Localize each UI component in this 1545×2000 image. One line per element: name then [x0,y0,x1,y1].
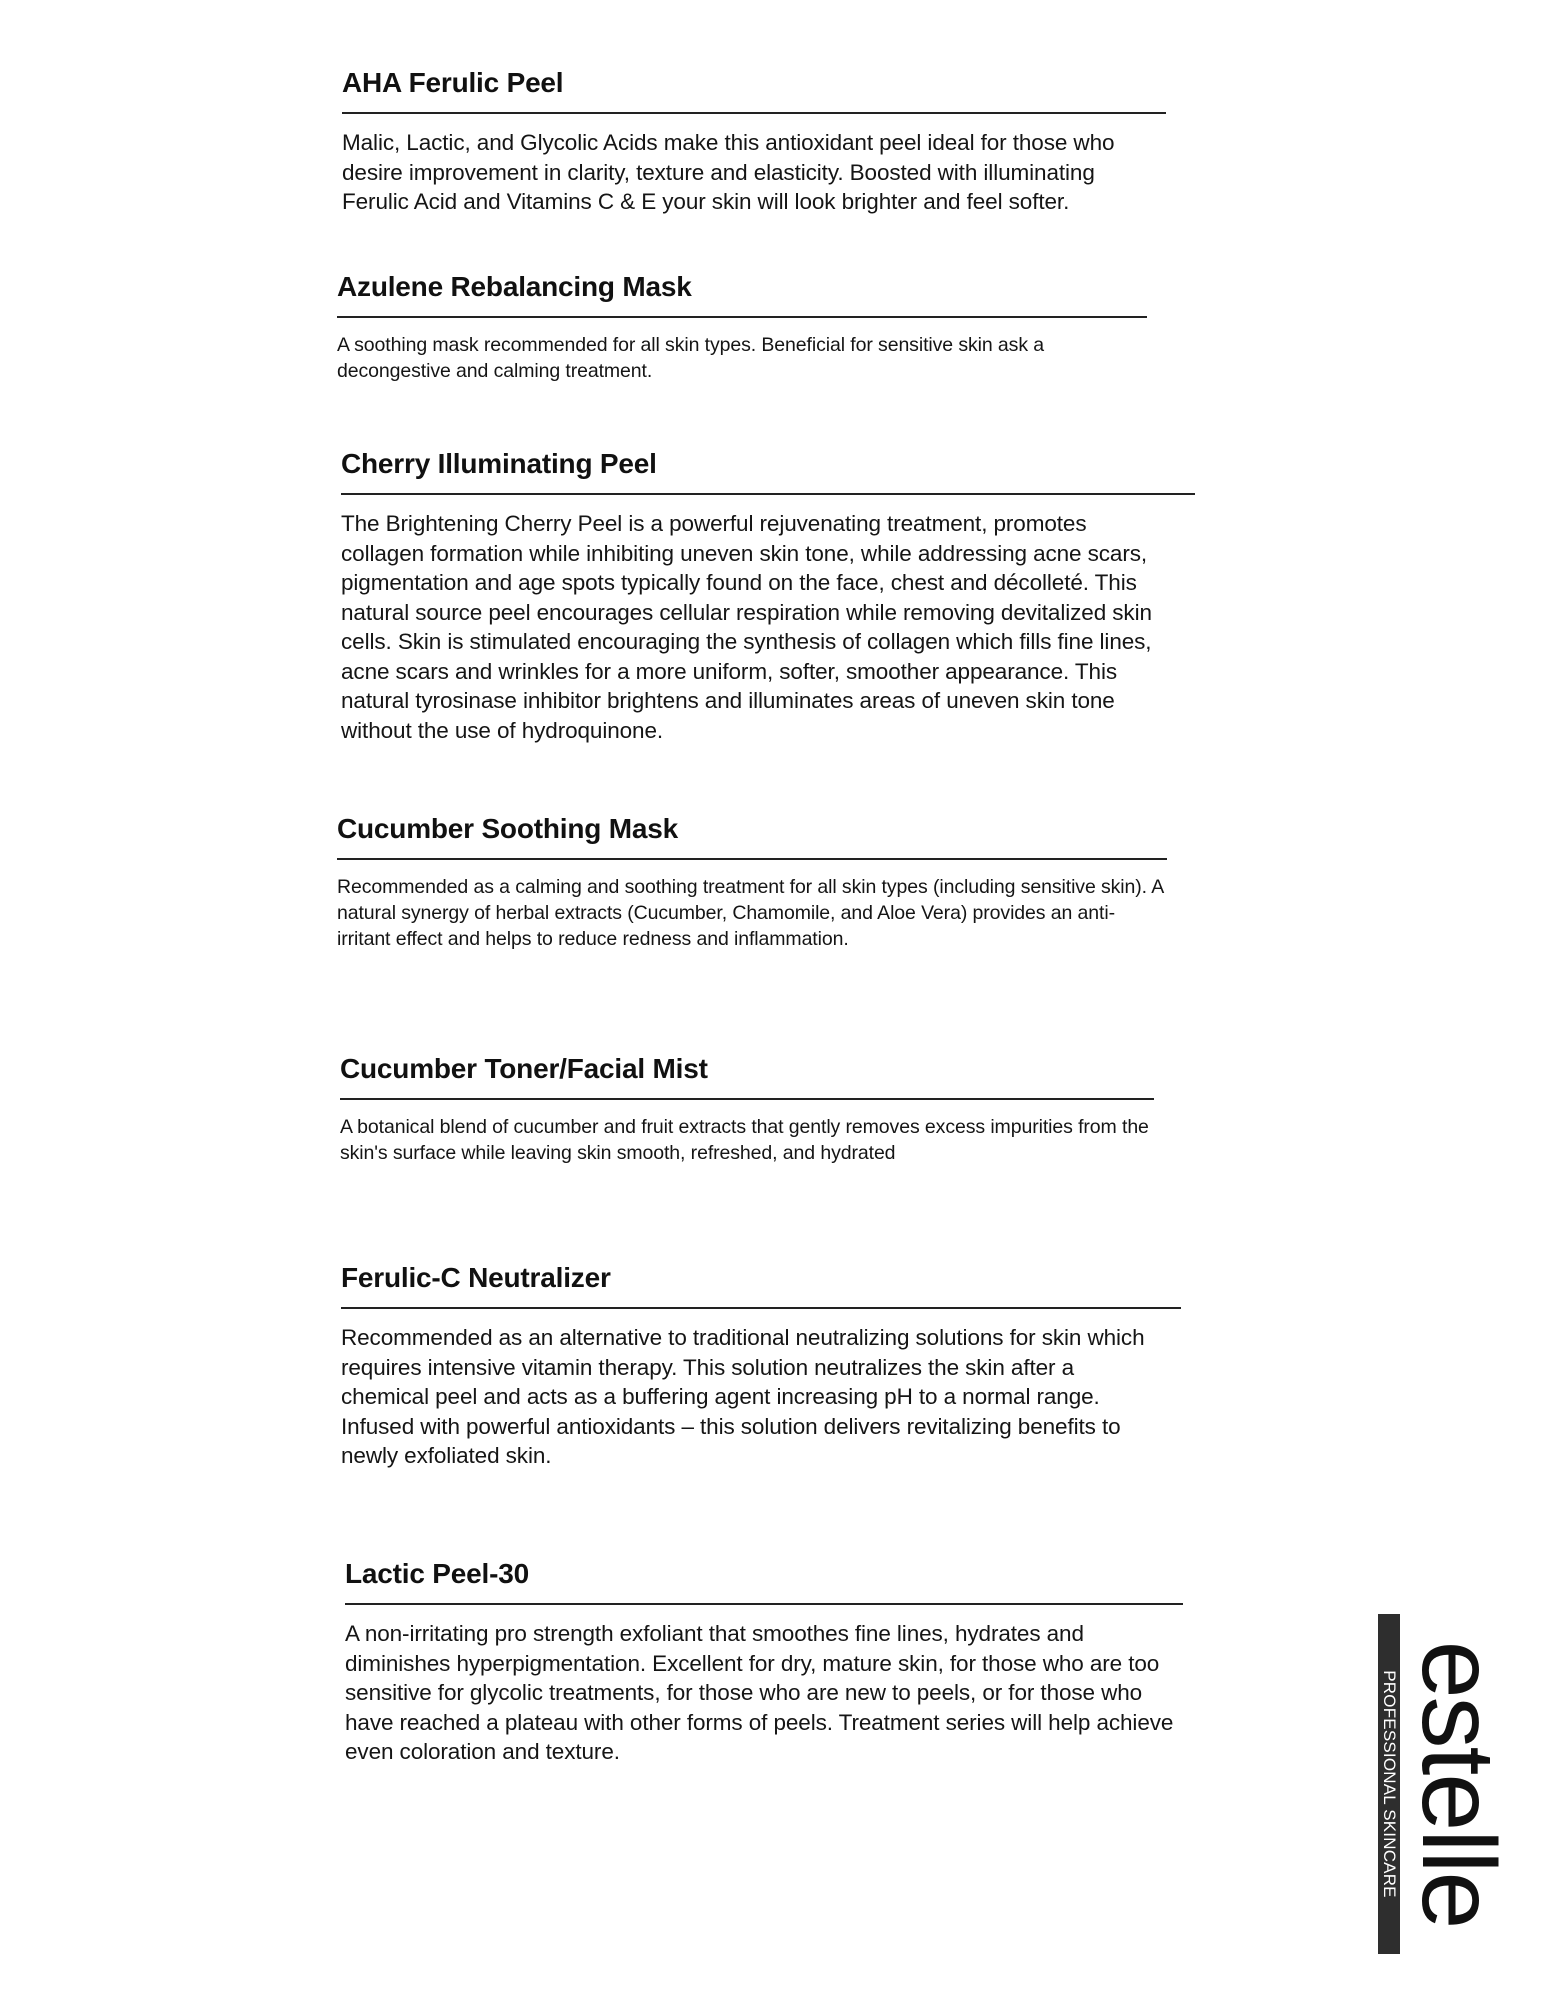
product-description: The Brightening Cherry Peel is a powerful rejuvenating treatment, promotes collagen formation while inhibiting uneven skin tone, while addressing acne scars, pigmentation and age spots typically found on the face, chest and décolleté. This natural source peel encourages cellular respiration while removing devitalized skin cells. Skin is stimulated encouraging the synthesis of collagen which fills fine lines, acne scars and wrinkles for a more uniform, softer, smoother appearance. This natural tyrosinase inhibitor brightens and illuminates areas of uneven skin tone without the use of hydroquinone. [341,511,1152,743]
estelle-brand-logo [1378,1614,1516,1954]
section-divider [345,1603,1183,1605]
product-section-cucumber-soothing-mask [337,812,1167,952]
product-title: Cucumber Soothing Mask [337,813,678,844]
product-title: Azulene Rebalancing Mask [337,271,692,302]
product-description: Malic, Lactic, and Glycolic Acids make this antioxidant peel ideal for those who desire improvement in clarity, texture and elasticity. Boosted with illuminating Ferulic Acid and Vitamins C & E your skin will look brighter and feel softer. [342,130,1115,214]
product-section-aha-ferulic-peel [342,66,1166,217]
logo-tagline: PROFESSIONAL SKINCARE [1380,1670,1399,1898]
product-description: A non-irritating pro strength exfoliant that smoothes fine lines, hydrates and diminishes hyperpigmentation. Excellent for dry, mature skin, for those who are too sensitive for glycolic treatments, for those who are new to peels, or for those who have reached a plateau with other forms of peels. Treatment series will help achieve even coloration and texture. [345,1621,1174,1764]
product-section-cherry-illuminating-peel [341,447,1195,745]
section-divider [340,1098,1154,1100]
section-divider [341,1307,1181,1309]
section-divider [337,858,1167,860]
product-title: AHA Ferulic Peel [342,67,564,98]
section-divider [337,316,1147,318]
product-title: Ferulic-C Neutralizer [341,1262,611,1293]
product-title: Lactic Peel-30 [345,1558,529,1589]
product-description: Recommended as a calming and soothing treatment for all skin types (including sensitive skin). A natural synergy of herbal extracts (Cucumber, Chamomile, and Aloe Vera) provides an anti-irritant effect and helps to reduce redness and inflammation. [337,876,1164,950]
product-section-azulene-rebalancing-mask [337,270,1147,384]
product-title: Cucumber Toner/Facial Mist [340,1053,708,1084]
logo-tagline-bar [1378,1614,1400,1954]
product-title: Cherry Illuminating Peel [341,448,657,479]
product-description: Recommended as an alternative to traditional neutralizing solutions for skin which requires intensive vitamin therapy. This solution neutralizes the skin after a chemical peel and acts as a buffering agent increasing pH to a normal range. Infused with powerful antioxidants – this solution delivers revitalizing benefits to newly exfoliated skin. [341,1325,1145,1468]
product-description: A botanical blend of cucumber and fruit extracts that gently removes excess impurities from the skin's surface while leaving skin smooth, refreshed, and hydrated [340,1116,1149,1164]
section-divider [341,493,1195,495]
product-section-ferulic-c-neutralizer [341,1261,1181,1471]
product-description: A soothing mask recommended for all skin types. Beneficial for sensitive skin ask a decongestive and calming treatment. [337,334,1045,382]
product-section-lactic-peel-30 [345,1557,1183,1767]
section-divider [342,112,1166,114]
logo-wordmark: estelle [1400,1640,1516,1928]
product-section-cucumber-toner-facial-mist [340,1052,1154,1166]
